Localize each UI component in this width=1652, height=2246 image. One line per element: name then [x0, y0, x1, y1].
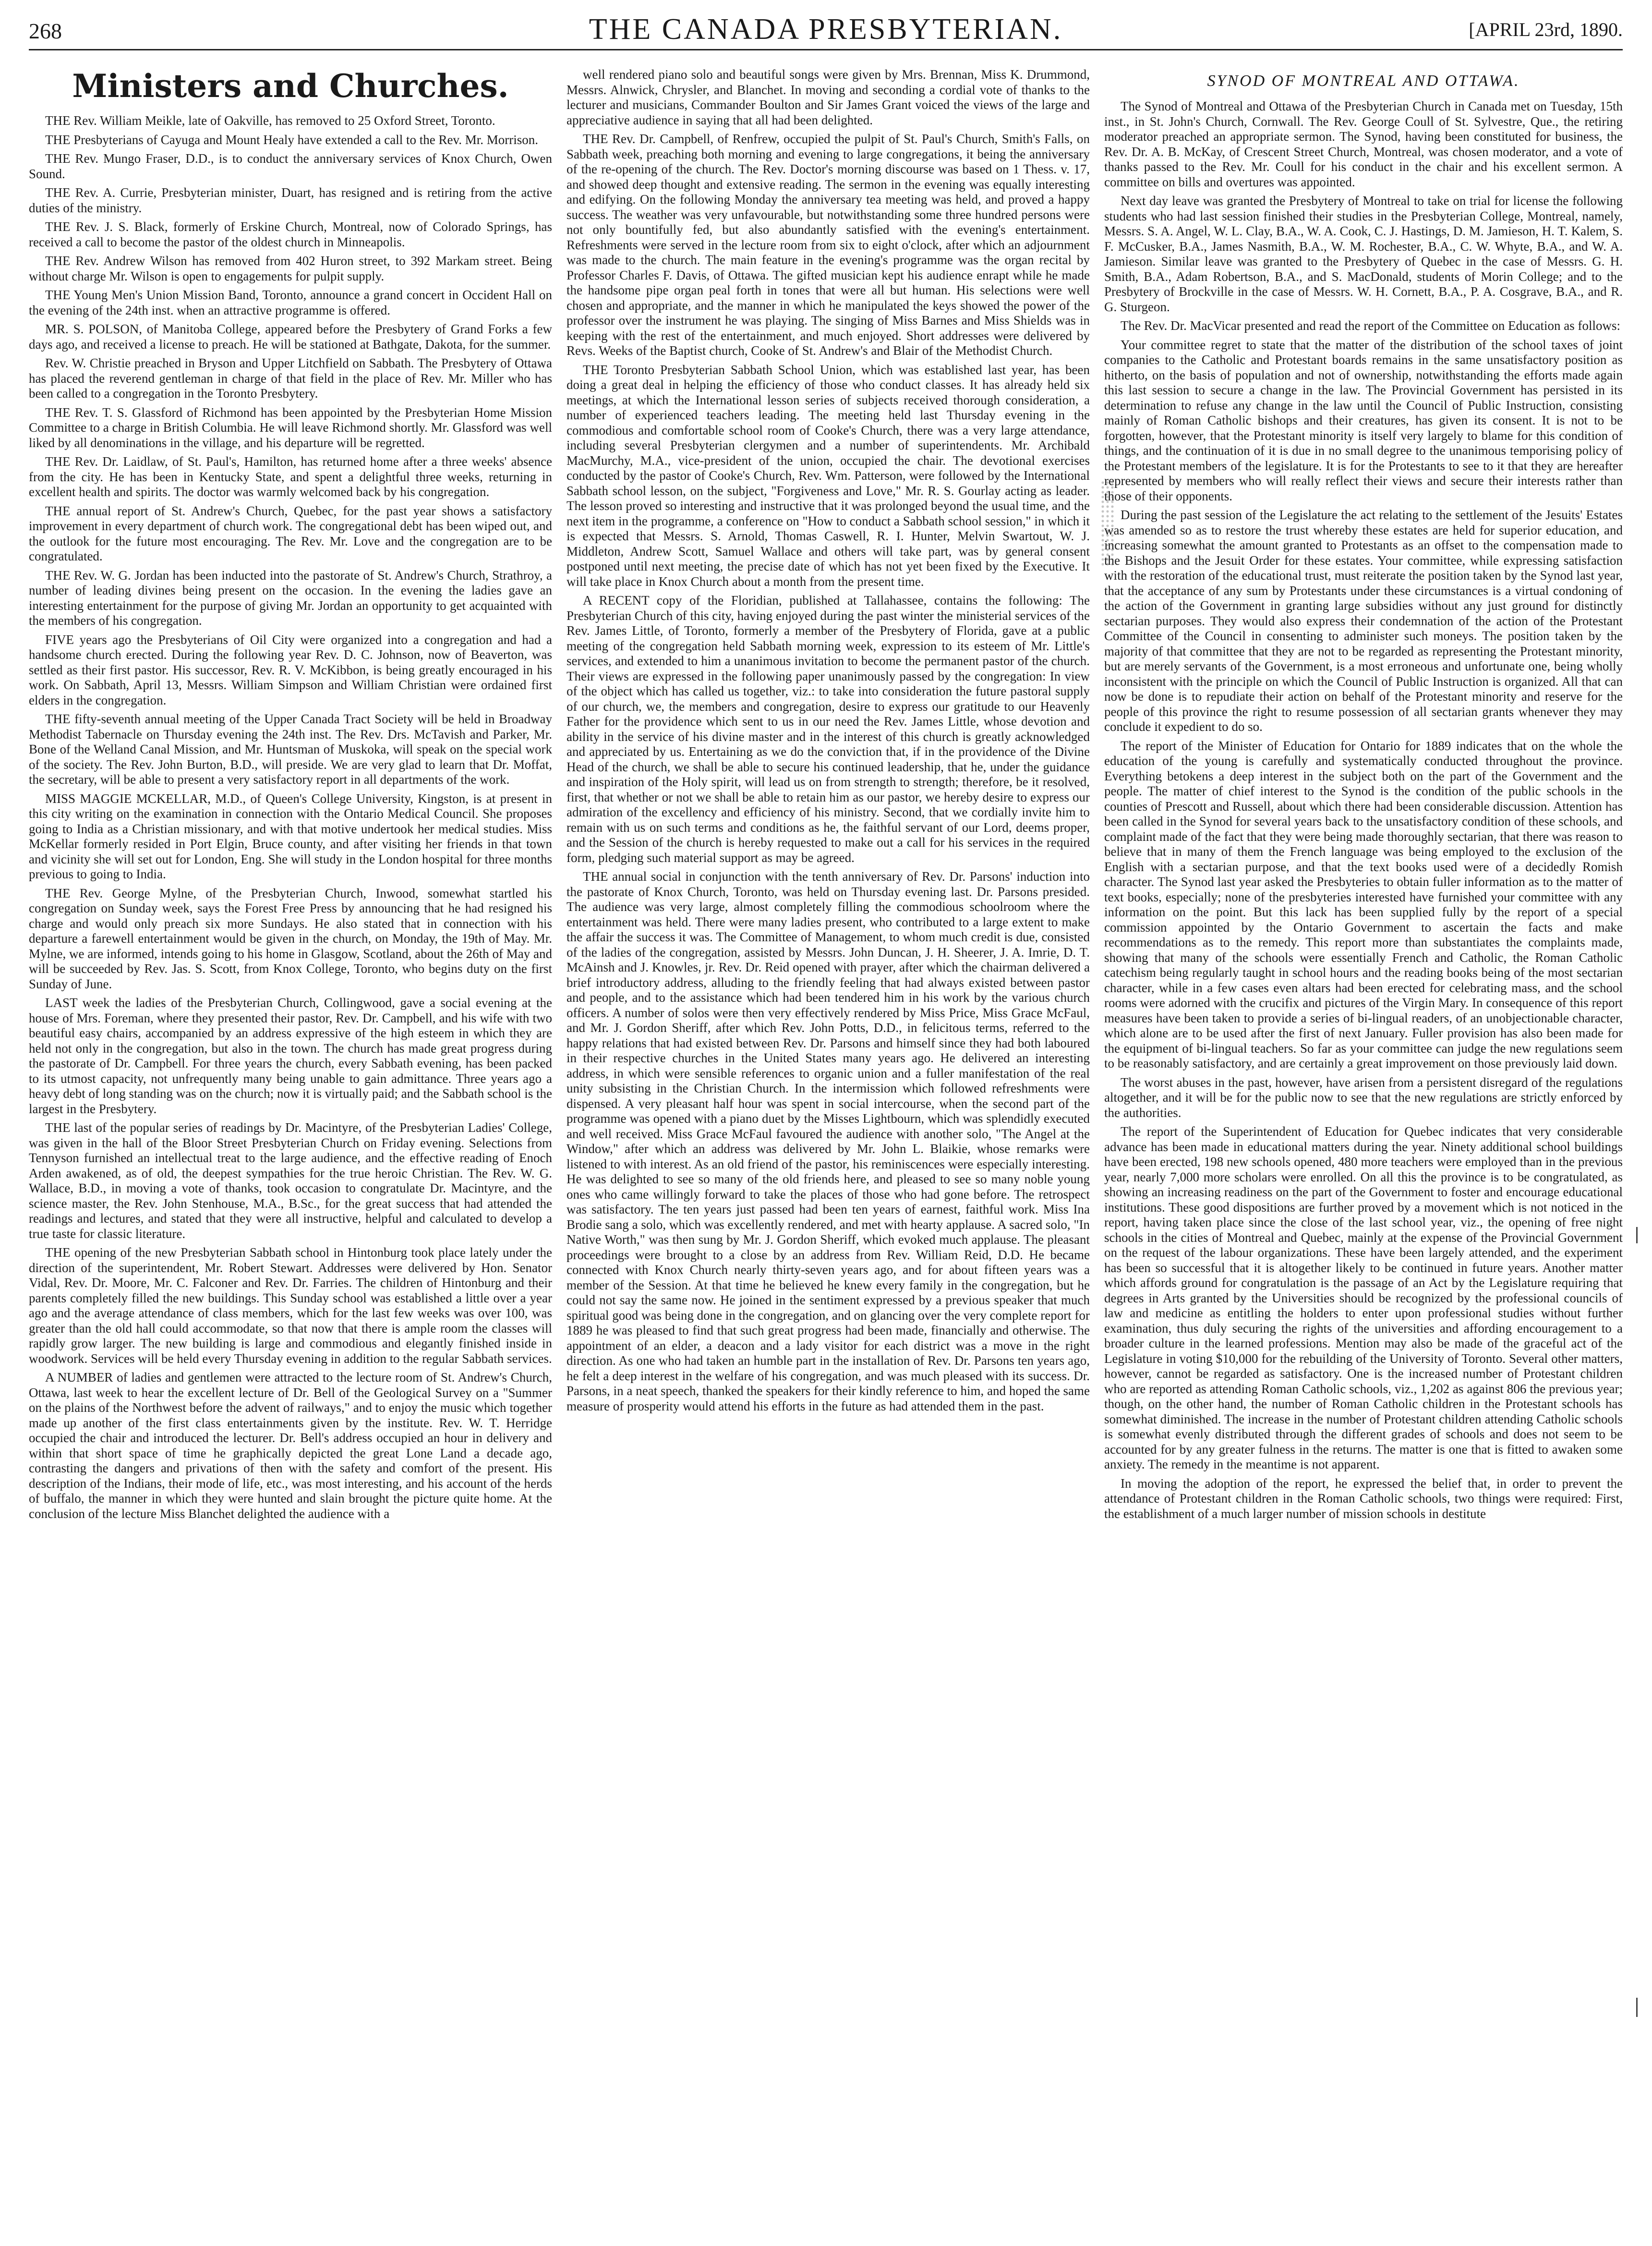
- column-1: [29, 67, 552, 2238]
- page-header: [29, 10, 1623, 48]
- margin-mark: [1636, 1227, 1638, 1243]
- paragraph: The Rev. Dr. MacVicar presented and read the report of the Committee on Education as follows:: [1121, 318, 1621, 333]
- print-blemish: [1100, 480, 1115, 567]
- margin-mark: [1636, 1998, 1638, 2017]
- paragraph: The report of the Minister of Education for Ontario for 1889 indicates that on the whole the education of the young is carefully and systematically conducted throughout the province. Everything betokens a deep interest in the subject both on the part of the Government and the people. The matter of chief interest to the Synod is the condition of the public schools in the counties of Prescott and Russell, about which there had been considerable discussion. Attention has been called in the Synod for several years back to the unsatisfactory condition of these schools, and complaint made of the fact that they were being made thoroughly sectarian, that there was reason to believe that in many of them the French language was being employed to the exclusion of the English with a sectarian purpose, and that the text books used were of a decidedly Romish character. The Synod last year asked the Presbyteries to obtain fuller information as to the matter of text books, especially; none of the presbyteries interested have furnished your committee with any information on the point. But this lack has been supplied fully by the report of a special commission appointed by the Ontario Government to ascertain the facts and make recommendations as to the remedy. This report more than substantiates the complaints made, showing that many of the schools were essentially French and Catholic, the Roman Catholic catechism being regularly taught in school hours and the reading books being of the most sectarian character, while in a few cases even altars had been erected for celebrating mass, and the school rooms were adorned with the crucifix and pictures of the Virgin Mary. In consequence of this report measures have been taken to provide a series of bi-lingual readers, of an unobjectionable character, which alone are to be used after the first of next January. Fuller provision has also been made for the equipment of bi-lingual teachers. So far as your committee can judge the new regulations seem to be reasonably satisfactory, and are certainly a great improvement on those previously laid down.: [1104, 738, 1623, 1070]
- paragraph: THE Presbyterians of Cayuga and Mount Healy have extended a call to the Rev. Mr. Morrison.: [45, 132, 538, 147]
- column-3-body: [1104, 99, 1623, 1521]
- column-1-body: [29, 113, 552, 1521]
- column-3: [1104, 67, 1623, 2238]
- column-2-body: [567, 67, 1090, 1414]
- paragraph: THE Rev. George Mylne, of the Presbyterian Church, Inwood, somewhat startled his congregation on Sunday week, says the Forest Free Press by announcing that he had resigned his charge and would only preach six more Sundays. He also stated that in connection with his departure a farewell entertainment would be given in the church, on Monday, the 19th of May. Mr. Mylne, we are informed, intends going to his home in Glasgow, Scotland, about the 26th of May and will be succeeded by Rev. Jas. S. Scott, from Knox College, Toronto, who begins duty on the first Sunday of June.: [29, 886, 552, 991]
- paragraph: The report of the Superintendent of Education for Quebec indicates that very considerable advance has been made in educational matters during the year. Ninety additional school buildings have been erected, 198 new schools opened, 480 more teachers were employed than in the previous year, nearly 7,000 more scholars were enrolled. On all this the province is to be congratulated, as showing an increasing readiness on the part of the Government to foster and encourage educational institutions. These good dispositions are further proved by a movement which is not noticed in the report, having taken place since the close of the last school year, viz., the opening of free night schools in the cities of Montreal and Quebec, mainly at the expense of the Provincial Government on the request of the labour organizations. These have been largely attended, and the experiment has been so successful that it is altogether likely to be continued in future years. Another matter which affords ground for congratulation is the passage of an Act by the Legislature requiring that degrees in Arts granted by the Universities should be recognized by the professional councils of law and medicine as entitling the holders to enter upon professional studies without further examination, thus duly securing the rights of the universities and affording encouragement to a broader culture in the learned professions. Mention may also be made of the graceful act of the Legislature in voting $10,000 for the rebuilding of the University of Toronto. Several other matters, however, cannot be regarded as satisfactory. One is the increased number of Protestant children who are reported as attending Roman Catholic schools, viz., 1,202 as against 806 the previous year; though, on the other hand, the number of Roman Catholic children in the Protestant schools has somewhat diminished. The increase in the number of Protestant children attending Catholic schools is somewhat evenly distributed through the different grades of schools and does not seem to be accounted for by any greater fulness in the returns. The matter is one that is fitted to awaken some anxiety. The remedy in the meantime is not apparent.: [1104, 1124, 1623, 1471]
- paragraph: THE Rev. J. S. Black, formerly of Erskine Church, Montreal, now of Colorado Springs, has received a call to become the pastor of the oldest church in Minneapolis.: [29, 219, 552, 249]
- paragraph: In moving the adoption of the report, he expressed the belief that, in order to prevent the attendance of Protestant children in the Roman Catholic schools, two things were required: First, the establishment of a much larger number of mission schools in destitute: [1104, 1476, 1623, 1521]
- paragraph: Your committee regret to state that the matter of the distribution of the school taxes of joint companies to the Catholic and Protestant boards remains in the same unsatisfactory position as hitherto, on the basis of population and not of ownership, notwithstanding the efforts made again this last session to secure a change in the law. The Provincial Government has persisted in its determination to refuse any change in the law until the Council of Public Instruction, consisting mainly of Roman Catholic bishops and their creatures, has given its consent. It is not to be forgotten, however, that the Protestant minority is itself very largely to blame for this condition of things, and the continuation of it is due in no small degree to the unanimous temporising policy of the Protestant members of the legislature. It is for the Protestants to see to it that they are hereafter represented by members who will really reflect their views and secure their interests rather than those of their opponents.: [1104, 337, 1623, 503]
- paragraph: THE Young Men's Union Mission Band, Toronto, announce a grand concert in Occident Hall on the evening of the 24th inst. when an attractive programme is offered.: [29, 288, 552, 317]
- paragraph: THE Rev. Mungo Fraser, D.D., is to conduct the anniversary services of Knox Church, Owen Sound.: [29, 151, 552, 181]
- paragraph: The Synod of Montreal and Ottawa of the Presbyterian Church in Canada met on Tuesday, 15th inst., in St. John's Church, Cornwall. The Rev. George Coull of St. Sylvestre, Que., the retiring moderator preached an appropriate sermon. The Synod, having been constituted for business, the Rev. Dr. A. B. McKay, of Crescent Street Church, Montreal, was chosen moderator, and a vote of thanks passed to the Rev. Mr. Coull for his conduct in the chair and his excellent sermon. A committee on bills and overtures was appointed.: [1104, 99, 1623, 189]
- paragraph: A NUMBER of ladies and gentlemen were attracted to the lecture room of St. Andrew's Church, Ottawa, last week to hear the excellent lecture of Dr. Bell of the Geological Survey on a "Summer on the plains of the Northwest before the advent of railways," and to enjoy the music which together made up another of the first class entertainments given by the institute. Rev. W. T. Herridge occupied the chair and introduced the lecturer. Dr. Bell's address occupied an hour in delivery and within that short space of time he graphically depicted the great Lone Land a decade ago, contrasting the dangers and privations of then with the safety and comfort of the present. His description of the Indians, their mode of life, etc., was most interesting, and his account of the herds of buffalo, the manner in which they were hunted and slain brought the picture quite home. At the conclusion of the lecture Miss Blanchet delighted the audience with a: [29, 1370, 552, 1521]
- paragraph: THE annual social in conjunction with the tenth anniversary of Rev. Dr. Parsons' induction into the pastorate of Knox Church, Toronto, was held on Thursday evening last. Dr. Parsons presided. The audience was very large, almost completely filling the commodious schoolroom where the entertainment was held. There were many ladies present, who contributed to a large extent to make the affair the success it was. The Committee of Management, to whom much credit is due, consisted of the ladies of the congregation, assisted by Messrs. John Duncan, J. H. Sheerer, J. A. Imrie, D. T. McAinsh and J. Knowles, jr. Rev. Dr. Reid opened with prayer, after which the chairman delivered a brief introductory address, alluding to the friendly feeling that had always existed between pastor and people, and to the assistance which had been tendered him in his work by the various church officers. A number of solos were then very effectively rendered by Miss Price, Miss Grace McFaul, and Mr. J. Gordon Sheriff, after which Rev. John Potts, D.D., in felicitous terms, referred to the happy relations that had existed between Rev. Dr. Parsons and himself since they had both laboured in their respective churches in the United States many years ago. He delivered an interesting address, in which were sensible references to organic union and a fuller manifestation of the real unity subsisting in the Christian Church. In the intermission which followed refreshments were dispensed. A very pleasant half hour was spent in social intercourse, when the second part of the programme was opened with a piano duet by the Misses Lightbourn, which was splendidly executed and well received. Miss Grace McFaul favoured the audience with another solo, "The Angel at the Window," after which an address was delivered by Mr. John L. Blaikie, whose remarks were listened to with interest. As an old friend of the pastor, his reminiscences were especially interesting. He was delighted to see so many of the old friends here, and pleased to see so many noble young ones who came willingly forward to take the places of those who had gone before. The retrospect was satisfactory. The ten years just passed had been ten years of earnest, faithful work. Miss Ina Brodie sang a solo, which was excellently rendered, and met with hearty applause. A sacred solo, "In Native Worth," was then sung by Mr. J. Gordon Sheriff, which evoked much applause. The pleasant proceedings were brought to a close by an address from Rev. William Reid, D.D. He became connected with Knox Church nearly thirty-seven years ago, and for about fifteen years was a member of the Session. At that time he believed he knew every family in the congregation, but he could not say the same now. He joined in the sentiment expressed by a previous speaker that much spiritual good was being done in the congregation, and on glancing over the very complete report for 1889 he was pleased to find that such great progress had been made, financially and otherwise. The appointment of an elder, a deacon and a lady visitor for each district was a move in the right direction. As one who had taken an humble part in the installation of Rev. Dr. Parsons ten years ago, he felt a deep interest in the welfare of his congregation, and was much pleased with its success. Dr. Parsons, in a neat speech, thanked the speakers for their kindly reference to him, and hoped the same measure of prosperity would attend his efforts in the future as had attended them in the past.: [567, 869, 1090, 1413]
- paragraph: The worst abuses in the past, however, have arisen from a persistent disregard of the regulations altogether, and it will be for the public now to see that the new regulations are strictly enforced by the authorities.: [1104, 1075, 1623, 1120]
- paragraph: A RECENT copy of the Floridian, published at Tallahassee, contains the following: The Presbyterian Church of this city, having enjoyed during the past winter the ministerial services of the Rev. James Little, of Toronto, formerly a member of the Presbytery of Florida, gave at a public meeting of the congregation held Sabbath morning week, expression to its esteem of Mr. Little's services, and extended to him a unanimous invitation to become the permanent pastor of the church. Their views are expressed in the following paper unanimously passed by the congregation: In view of the object which has called us together, viz.: to take into consideration the future pastoral supply of our church, we, the members and congregation, desire to express our gratitude to our Heavenly Father for the providence which sent to us in our need the Rev. James Little, whose devotion and ability in the service of his divine master and in the interest of this church is greatly acknowledged and appreciated by us. Entertaining as we do the conviction that, if in the providence of the Divine Head of the church, we shall be able to secure his continued leadership, that he, under the guidance and inspiration of the Holy spirit, will lead us on from strength to strength; therefore, be it resolved, first, that whether or not we shall be able to retain him as our pastor, we hereby desire to express our admiration of the excellency and efficiency of his ministry. Second, that we cordially invite him to remain with us on such terms and conditions as he, the faithful servant of our Lord, deems proper, and the Session of the church is hereby requested to make out a call for his services in the required form, pledging such material support as may be agreed.: [567, 593, 1090, 865]
- paragraph: THE fifty-seventh annual meeting of the Upper Canada Tract Society will be held in Broadway Methodist Tabernacle on Thursday evening the 24th inst. The Rev. Drs. McTavish and Parker, Mr. Bone of the Welland Canal Mission, and Mr. Huntsman of Muskoka, will speak on the special work of the society. The Rev. John Burton, B.D., will preside. We are very glad to learn that Dr. Moffat, the secretary, will be able to present a very satisfactory report in all departments of the work.: [29, 712, 552, 787]
- paragraph: LAST week the ladies of the Presbyterian Church, Collingwood, gave a social evening at the house of Mrs. Foreman, where they presented their pastor, Rev. Dr. Campbell, and his wife with two beautiful easy chairs, accompanied by an address expressive of the high esteem in which they are held not only in the congregation, but also in the town. The church has made great progress during the pastorate of Dr. Campbell. For three years the church, every Sabbath evening, has been packed to its utmost capacity, not unfrequently many being unable to gain admittance. Three years ago a heavy debt of long standing was on the church; now it is virtually paid; and the Sabbath school is the largest in the Presbytery.: [29, 996, 552, 1116]
- paragraph: THE Rev. W. G. Jordan has been inducted into the pastorate of St. Andrew's Church, Strathroy, a number of leading divines being present on the occasion. In the evening the ladies gave an interesting entertainment for the purpose of giving Mr. Jordan an opportunity to get acquainted with the members of his congregation.: [29, 568, 552, 628]
- paragraph: THE Toronto Presbyterian Sabbath School Union, which was established last year, has been doing a great deal in helping the efficiency of those who conduct classes. It has already held six meetings, at which the International lesson series of subjects received thorough consideration, a number of experienced teachers leading. The meeting held last Thursday evening in the commodious and comfortable school room of Cooke's Church, there was a very large attendance, including several Presbyterian clergymen and a number of superintendents. Mr. Archibald MacMurchy, M.A., vice-president of the union, occupied the chair. The devotional exercises conducted by the pastor of Cooke's Church, Rev. Wm. Patterson, were followed by the International Sabbath school lesson, on the subject, "Forgiveness and Love," Mr. R. S. Gourlay acting as leader. The lesson proved so interesting and instructive that it was prolonged beyond the usual time, and the next item in the programme, a conference on "How to conduct a Sabbath school session," in which it is expected that Messrs. S. Arnold, Thomas Caswell, R. I. Hunter, Melvin Swartout, W. J. Middleton, Andrew Scott, Samuel Wallace and others will take part, was by general consent postponed until next meeting, the precise date of which has not yet been fixed by the Executive. It will take place in Knox Church about a month from the present time.: [567, 362, 1090, 589]
- issue-date: [APRIL 23rd, 1890.: [1469, 19, 1623, 40]
- paragraph: THE Rev. T. S. Glassford of Richmond has been appointed by the Presbyterian Home Mission Committee to a charge in British Columbia. He will leave Richmond shortly. Mr. Glassford was well liked by all denominations in the village, and his departure will be regretted.: [29, 405, 552, 450]
- paragraph: THE Rev. William Meikle, late of Oakville, has removed to 25 Oxford Street, Toronto.: [45, 113, 495, 128]
- paragraph: THE Rev. Dr. Laidlaw, of St. Paul's, Hamilton, has returned home after a three weeks' absence from the city. He has been in Kentucky State, and spent a delightful three weeks, returning in excellent health and spirits. The doctor was warmly welcomed back by his congregation.: [29, 454, 552, 499]
- paragraph: MISS MAGGIE MCKELLAR, M.D., of Queen's College University, Kingston, is at present in this city writing on the examination in connection with the Ontario Medical Council. She proposes going to India as a Christian missionary, and with that motive undertook her medical studies. Miss McKellar formerly resided in Port Elgin, Bruce county, and after visiting her friends in that town and vicinity she will set out for London, Eng. She will study in the London hospital for three months previous to going to India.: [29, 791, 552, 881]
- paragraph: THE Rev. A. Currie, Presbyterian minister, Duart, has resigned and is retiring from the active duties of the ministry.: [29, 185, 552, 215]
- paragraph: THE Rev. Andrew Wilson has removed from 402 Huron street, to 392 Markam street. Being without charge Mr. Wilson is open to engagements for pulpit supply.: [29, 254, 552, 283]
- paragraph: THE annual report of St. Andrew's Church, Quebec, for the past year shows a satisfactory improvement in every department of church work. The congregational debt has been wiped out, and the outlook for the future most encouraging. The Rev. Mr. Love and the congregation are to be congratulated.: [29, 503, 552, 563]
- paragraph: THE last of the popular series of readings by Dr. Macintyre, of the Presbyterian Ladies' College, was given in the hall of the Bloor Street Presbyterian Church on Friday evening. Selections from Tennyson furnished an intellectual treat to the large audience, and the effective reading of Enoch Arden awakened, as of old, the deepest sympathies for the true heroic Christian. The Rev. W. G. Wallace, B.D., in moving a vote of thanks, took occasion to congratulate Dr. Macintyre, and the science master, the Rev. John Stenhouse, M.A., B.Sc., for the great success that had attended the readings and lectures, and stated that they were all instructive, helpful and calculated to develop a true taste for classic literature.: [29, 1120, 552, 1241]
- paragraph: Rev. W. Christie preached in Bryson and Upper Litchfield on Sabbath. The Presbytery of Ottawa has placed the reverend gentleman in charge of that field in the place of Rev. Mr. Miller who has been called to a congregation in the Toronto Presbytery.: [29, 356, 552, 401]
- masthead-title: THE CANADA PRESBYTERIAN.: [589, 13, 1063, 46]
- paragraph: MR. S. POLSON, of Manitoba College, appeared before the Presbytery of Grand Forks a few days ago, and received a license to preach. He will be stationed at Bathgate, Dakota, for the summer.: [29, 322, 552, 352]
- page-number: 268: [29, 19, 62, 43]
- section-title-ministers: Ministers and Churches.: [72, 67, 509, 105]
- paragraph: THE opening of the new Presbyterian Sabbath school in Hintonburg took place lately under the direction of the superintendent, Mr. Robert Stewart. Addresses were delivered by Hon. Senator Vidal, Rev. Dr. Moore, Mr. C. Falconer and Rev. Dr. Farries. The children of Hintonburg and their parents completely filled the new buildings. This Sunday school was established a little over a year ago and the average attendance of class members, which for the last few weeks was over 100, was greater than the old hall could accommodate, so that now that there is ample room the classes will rapidly grow larger. The new building is large and commodious and elegantly finished inside in woodwork. Services will be held every Thursday evening in addition to the regular Sabbath services.: [29, 1245, 552, 1366]
- paragraph: THE Rev. Dr. Campbell, of Renfrew, occupied the pulpit of St. Paul's Church, Smith's Falls, on Sabbath week, preaching both morning and evening to large congregations, it being the anniversary of the re-opening of the church. The Rev. Doctor's morning discourse was based on 1 Thess. v. 17, and showed deep thought and extensive reading. The sermon in the evening was equally interesting and edifying. On the following Monday the anniversary tea meeting was held, and proved a happy success. The weather was very unfavourable, but notwithstanding some three hundred persons were not only bountifully fed, but also abundantly satisfied with the evening's entertainment. Refreshments were served in the lecture room from six to eight o'clock, after which an adjournment was made to the church. The main feature in the evening's programme was the organ recital by Professor Charles F. Davis, of Ottawa. The gifted musician kept his audience enrapt while he made the handsome pipe organ peal forth in tones that were all but human. His selections were well chosen and appropriate, and the manner in which he manipulated the keys showed the power of the professor over the instrument he was playing. The singing of Miss Barnes and Miss Shields was in keeping with the rest of the entertainment, and much enjoyed. Short addresses were delivered by Revs. Weeks of the Baptist church, Cooke of St. Andrew's and Blair of the Methodist Church.: [567, 132, 1090, 358]
- paragraph: During the past session of the Legislature the act relating to the settlement of the Jesuits' Estates was amended so as to restore the trust whereby these estates are held for superior education, and increasing somewhat the amount granted to Protestants as an offset to the compensation made to the Bishops and the Jesuit Order for these estates. Your committee, while expressing satisfaction with the restoration of the educational trust, must reiterate the position taken by the Synod last year, that the acceptance of any sum by Protestants under these circumstances is a virtual condoning of the action of the Government in granting large subsidies without any just ground for distinctly sectarian purposes. They would also express their condemnation of the action of the Protestant Committee of the Council in consenting to administer such moneys. The position taken by the majority of that committee that they are not to be regarded as representing the Protestant minority, but are merely servants of the Government, is a most erroneous and unfortunate one, being wholly inconsistent with the principle on which the Council of Public Instruction is organized. All that can now be done is to repudiate their action on behalf of the Protestant minority and reserve for the people of this province the right to resume possession of all sectarian grants whenever they may conclude it expedient to do so.: [1104, 508, 1623, 734]
- header-rule: [29, 49, 1623, 50]
- paragraph: FIVE years ago the Presbyterians of Oil City were organized into a congregation and had a handsome church erected. During the following year Rev. D. C. Johnson, now of Beaverton, was settled as their first pastor. His successor, Rev. R. V. McKibbon, is being greatly encouraged in his work. On Sabbath, April 13, Messrs. William Simpson and William Christian were ordained first elders in the congregation.: [29, 632, 552, 707]
- paragraph: Next day leave was granted the Presbytery of Montreal to take on trial for license the following students who had last session finished their studies in the Presbyterian College, Montreal, namely, Messrs. S. A. Angel, W. L. Clay, B.A., W. A. Cook, C. J. Hastings, D. M. Jamieson, H. T. Kalem, S. F. McCusker, B.A., James Nasmith, B.A., W. M. Rochester, B.A., C. W. Whyte, B.A., and W. A. Jamieson. Similar leave was granted to the Presbytery of Quebec in the case of Messrs. G. H. Smith, B.A., Adam Robertson, B.A., and S. MacDonald, students of Morin College; and to the Presbytery of Brockville in the case of Messrs. W. H. Cornett, B.A., P. A. Cosgrave, B.A., and R. G. Sturgeon.: [1104, 194, 1623, 314]
- column-2: [567, 67, 1090, 2238]
- section-title-synod: SYNOD OF MONTREAL AND OTTAWA.: [1207, 72, 1520, 90]
- paragraph: well rendered piano solo and beautiful songs were given by Mrs. Brennan, Miss K. Drummond, Messrs. Alnwick, Chrysler, and Blanchet. In moving and seconding a cordial vote of thanks to the lecturer and musicians, Commander Boulton and Sir James Grant voiced the views of the large and appreciative audience in saying that all had been delighted.: [567, 67, 1090, 127]
